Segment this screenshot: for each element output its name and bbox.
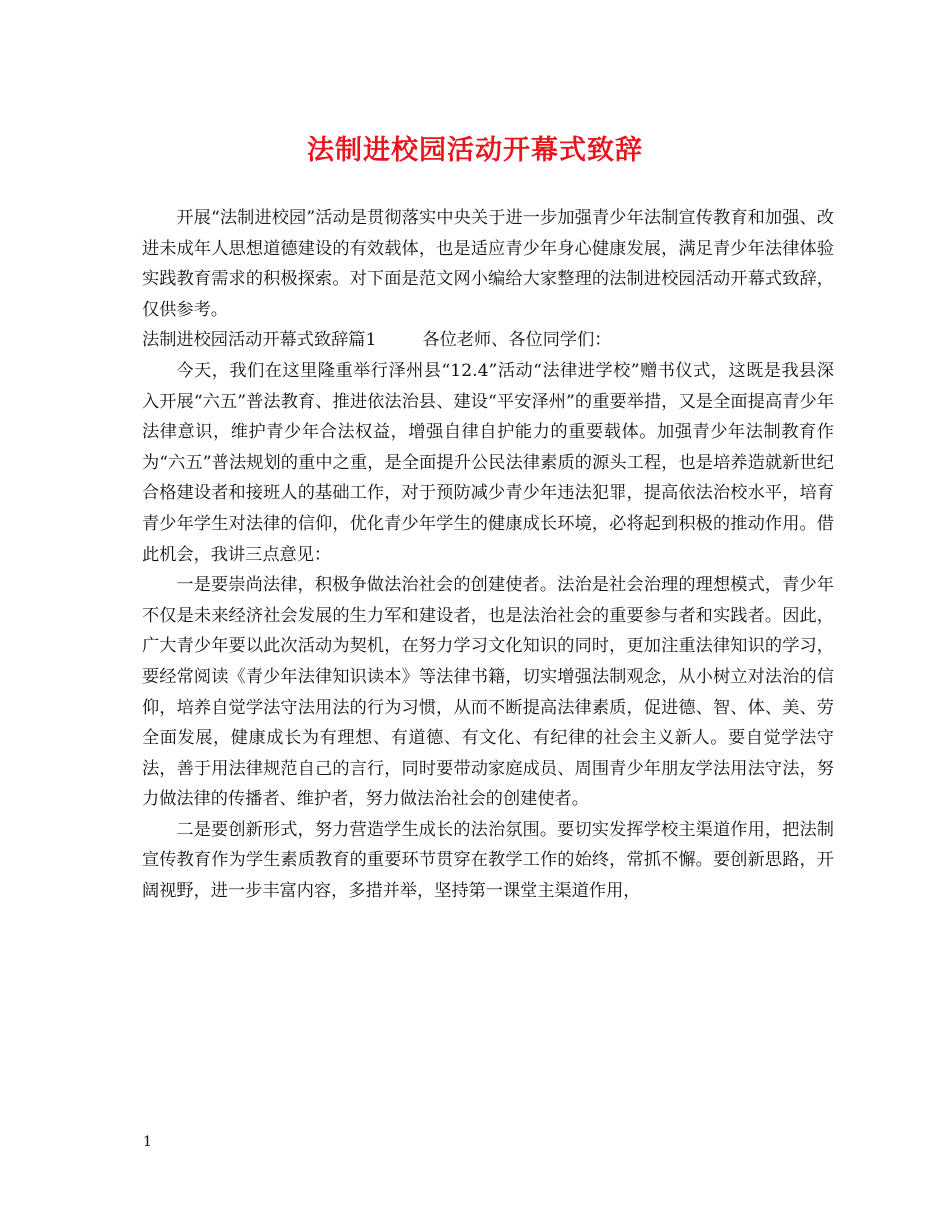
- section-heading: 法制进校园活动开幕式致辞篇1: [142, 330, 377, 351]
- paragraph-1: 今天，我们在这里隆重举行泽州县“12.4”活动“法律进学校”赠书仪式，这既是我县深入开展“六五”普法教育、推进依法治县、建设“平安泽州”的重要举措，又是全面提高青少年法律意识，维护青少年合法权益，增强自律自护能力的重要载体。加强青少年法制教育作为“六五”普法规划的重中之重，是全面提升公民法律素质的源头工程，也是培养造就新世纪合格建设者和接班人的基础工作，对于预防减少青少年违法犯罪，提高依法治校水平，培育青少年学生对法律的信仰，优化青少年学生的健康成长环境，必将起到积极的推动作用。借此机会，我讲三点意见：: [142, 360, 834, 565]
- section-heading-line: [142, 325, 834, 356]
- document-body: [142, 203, 834, 907]
- greeting: 各位老师、各位同学们：: [422, 330, 612, 351]
- page-number: 1: [143, 1134, 152, 1150]
- paragraph-2: 一是要崇尚法律，积极争做法治社会的创建使者。法治是社会治理的理想模式，青少年不仅是未来经济社会发展的生力军和建设者，也是法治社会的重要参与者和实践者。因此，广大青少年要以此次活动为契机，在努力学习文化知识的同时，更加注重法律知识的学习，要经常阅读《青少年法律知识读本》等法律书籍，切实增强法制观念，从小树立对法治的信仰，培养自觉学法守法用法的行为习惯，从而不断提高法律素质，促进德、智、体、美、劳全面发展，健康成长为有理想、有道德、有文化、有纪律的社会主义新人。要自觉学法守法，善于用法律规范自己的言行，同时要带动家庭成员、周围青少年朋友学法用法守法，努力做法律的传播者、维护者，努力做法治社会的创建使者。: [142, 575, 834, 810]
- intro-paragraph: 开展“法制进校园”活动是贯彻落实中央关于进一步加强青少年法制宣传教育和加强、改进未成年人思想道德建设的有效载体，也是适应青少年身心健康发展，满足青少年法律体验实践教育需求的积极探索。对下面是范文网小编给大家整理的法制进校园活动开幕式致辞，仅供参考。: [142, 208, 834, 320]
- page-title: 法制进校园活动开幕式致辞: [307, 135, 643, 166]
- paragraph-3: 二是要创新形式，努力营造学生成长的法治氛围。要切实发挥学校主渠道作用，把法制宣传教育作为学生素质教育的重要环节贯穿在教学工作的始终，常抓不懈。要创新思路，开阔视野，进一步丰富内容，多措并举，坚持第一课堂主渠道作用，: [142, 819, 834, 902]
